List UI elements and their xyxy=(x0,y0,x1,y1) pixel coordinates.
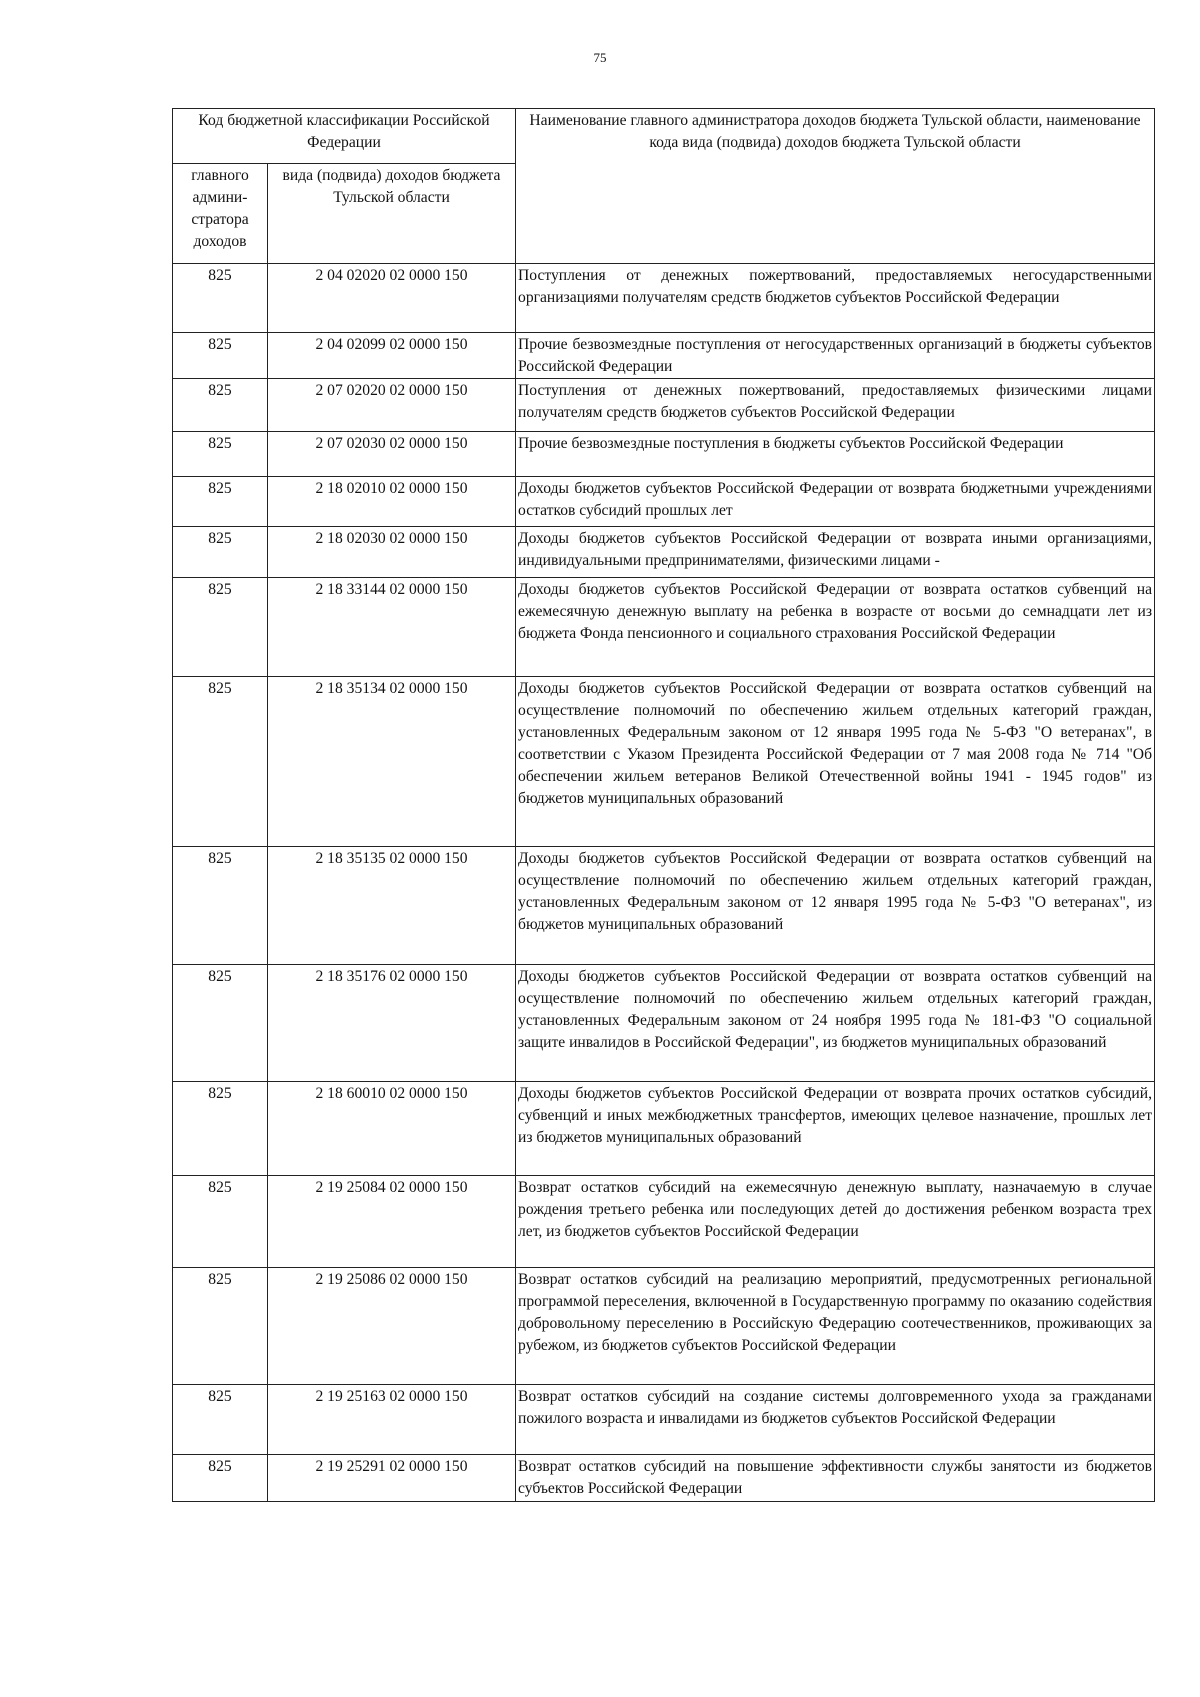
revenue-name-text: Возврат остатков субсидий на повышение эффективности службы занятости из бюджетов субъектов Российской Федерации xyxy=(518,1458,1153,1497)
revenue-name-text: Доходы бюджетов субъектов Российской Федерации от возврата остатков субвенций на осуществление полномочий по обеспечению жильем отдельных категорий граждан, установленных Федеральным законом от 24 ноября 1995 года № 181-ФЗ "О социальной защите инвалидов в Российской Федерации", из бюджетов муниципальных образований xyxy=(518,968,1153,1051)
admin-code-cell: 825 xyxy=(173,379,268,432)
revenue-name-cell xyxy=(516,1455,1155,1502)
table-row xyxy=(173,1176,1155,1268)
revenue-code-cell: 2 18 35134 02 0000 150 xyxy=(268,677,516,847)
revenue-code-cell: 2 07 02030 02 0000 150 xyxy=(268,432,516,477)
table-row xyxy=(173,1455,1155,1502)
revenue-name-cell xyxy=(516,1176,1155,1268)
admin-code-cell: 825 xyxy=(173,1268,268,1385)
table-row xyxy=(173,477,1155,527)
table-row xyxy=(173,1385,1155,1455)
admin-code-cell: 825 xyxy=(173,965,268,1082)
revenue-name-text: Возврат остатков субсидий на создание системы долговременного ухода за гражданами пожилого возраста и инвалидами из бюджетов субъектов Российской Федерации xyxy=(518,1388,1153,1427)
name-column-header: Наименование главного администратора доходов бюджета Тульской области, наименование кода вида (подвида) доходов бюджета Тульской области xyxy=(516,109,1155,264)
admin-code-cell: 825 xyxy=(173,264,268,333)
admin-code-cell: 825 xyxy=(173,847,268,965)
revenue-code-cell: 2 19 25163 02 0000 150 xyxy=(268,1385,516,1455)
table-row xyxy=(173,578,1155,677)
revenue-code-cell: 2 18 35176 02 0000 150 xyxy=(268,965,516,1082)
table-row xyxy=(173,432,1155,477)
revenue-name-cell xyxy=(516,1082,1155,1176)
admin-column-header: главного админи-стратора доходов xyxy=(173,164,268,264)
table-row xyxy=(173,333,1155,379)
table-row xyxy=(173,527,1155,578)
revenue-name-text: Поступления от денежных пожертвований, предоставляемых физическими лицами получателям средств бюджетов субъектов Российской Федерации xyxy=(518,382,1153,421)
revenue-name-text: Прочие безвозмездные поступления от негосударственных организаций в бюджеты субъектов Российской Федерации xyxy=(518,336,1153,375)
revenue-code-cell: 2 18 60010 02 0000 150 xyxy=(268,1082,516,1176)
budget-classification-table xyxy=(172,108,1155,1502)
table-row xyxy=(173,1082,1155,1176)
revenue-code-cell: 2 19 25084 02 0000 150 xyxy=(268,1176,516,1268)
revenue-code-cell: 2 07 02020 02 0000 150 xyxy=(268,379,516,432)
admin-code-cell: 825 xyxy=(173,477,268,527)
table-row xyxy=(173,965,1155,1082)
admin-code-cell: 825 xyxy=(173,677,268,847)
revenue-name-text: Прочие безвозмездные поступления в бюджеты субъектов Российской Федерации xyxy=(518,435,1064,452)
revenue-name-text: Доходы бюджетов субъектов Российской Федерации от возврата остатков субвенций на осуществление полномочий по обеспечению жильем отдельных категорий граждан, установленных Федеральным законом от 12 января 1995 года № 5-ФЗ "О ветеранах", в соответствии с Указом Президента Российской Федерации от 7 мая 2008 года № 714 "Об обеспечении жильем ветеранов Великой Отечественной войны 1941 - 1945 годов" из бюджетов муниципальных образований xyxy=(518,680,1153,807)
revenue-name-cell xyxy=(516,432,1155,477)
revenue-name-text: Доходы бюджетов субъектов Российской Федерации от возврата остатков субвенций на осуществление полномочий по обеспечению жильем отдельных категорий граждан, установленных Федеральным законом от 12 января 1995 года № 5-ФЗ "О ветеранах", из бюджетов муниципальных образований xyxy=(518,850,1153,933)
revenue-name-text: Доходы бюджетов субъектов Российской Федерации от возврата прочих остатков субсидий, субвенций и иных межбюджетных трансфертов, имеющих целевое назначение, прошлых лет из бюджетов муниципальных образований xyxy=(518,1085,1153,1146)
revenue-name-text: Возврат остатков субсидий на реализацию мероприятий, предусмотренных региональной программой переселения, включенной в Государственную программу по оказанию содействия добровольному переселению в Российскую Федерацию соотечественников, проживающих за рубежом, из бюджетов субъектов Российской Федерации xyxy=(518,1271,1153,1354)
revenue-code-cell: 2 18 02010 02 0000 150 xyxy=(268,477,516,527)
code-group-header: Код бюджетной классификации Российской Федерации xyxy=(173,109,516,164)
admin-code-cell: 825 xyxy=(173,527,268,578)
admin-code-cell: 825 xyxy=(173,333,268,379)
admin-code-cell: 825 xyxy=(173,1385,268,1455)
page-number: 75 xyxy=(593,50,607,65)
revenue-name-cell xyxy=(516,677,1155,847)
admin-code-cell: 825 xyxy=(173,1176,268,1268)
revenue-name-text: Возврат остатков субсидий на ежемесячную денежную выплату, назначаемую в случае рождения третьего ребенка или последующих детей до достижения ребенком возраста трех лет, из бюджетов субъектов Российской Федерации xyxy=(518,1179,1153,1240)
admin-code-cell: 825 xyxy=(173,1082,268,1176)
revenue-name-cell xyxy=(516,847,1155,965)
revenue-name-cell xyxy=(516,1268,1155,1385)
revenue-name-cell xyxy=(516,527,1155,578)
table-row xyxy=(173,1268,1155,1385)
table-body xyxy=(173,264,1155,1502)
revenue-name-cell xyxy=(516,1385,1155,1455)
revenue-code-cell: 2 18 33144 02 0000 150 xyxy=(268,578,516,677)
revenue-name-text: Доходы бюджетов субъектов Российской Федерации от возврата иными организациями, индивидуальными предпринимателями, физическими лицами - xyxy=(518,530,1153,569)
revenue-name-cell xyxy=(516,264,1155,333)
admin-code-cell: 825 xyxy=(173,432,268,477)
revenue-name-text: Доходы бюджетов субъектов Российской Федерации от возврата бюджетными учреждениями остатков субсидий прошлых лет xyxy=(518,480,1153,519)
table-row xyxy=(173,847,1155,965)
admin-code-cell: 825 xyxy=(173,1455,268,1502)
revenue-code-cell: 2 18 02030 02 0000 150 xyxy=(268,527,516,578)
revenue-name-cell xyxy=(516,477,1155,527)
revenue-code-cell: 2 19 25086 02 0000 150 xyxy=(268,1268,516,1385)
revenue-name-text: Поступления от денежных пожертвований, предоставляемых негосударственными организациями получателям средств бюджетов субъектов Российской Федерации xyxy=(518,267,1153,306)
revenue-name-cell xyxy=(516,965,1155,1082)
revenue-name-cell xyxy=(516,333,1155,379)
revenue-code-cell: 2 04 02020 02 0000 150 xyxy=(268,264,516,333)
table-row xyxy=(173,264,1155,333)
revenue-name-cell xyxy=(516,379,1155,432)
code-column-header: вида (подвида) доходов бюджета Тульской области xyxy=(268,164,516,264)
admin-code-cell: 825 xyxy=(173,578,268,677)
revenue-code-cell: 2 19 25291 02 0000 150 xyxy=(268,1455,516,1502)
revenue-name-cell xyxy=(516,578,1155,677)
table-row xyxy=(173,677,1155,847)
table-row xyxy=(173,379,1155,432)
revenue-name-text: Доходы бюджетов субъектов Российской Федерации от возврата остатков субвенций на ежемесячную денежную выплату на ребенка в возрасте от восьми до семнадцати лет из бюджета Фонда пенсионного и социального страхования Российской Федерации xyxy=(518,581,1153,642)
revenue-code-cell: 2 04 02099 02 0000 150 xyxy=(268,333,516,379)
revenue-code-cell: 2 18 35135 02 0000 150 xyxy=(268,847,516,965)
